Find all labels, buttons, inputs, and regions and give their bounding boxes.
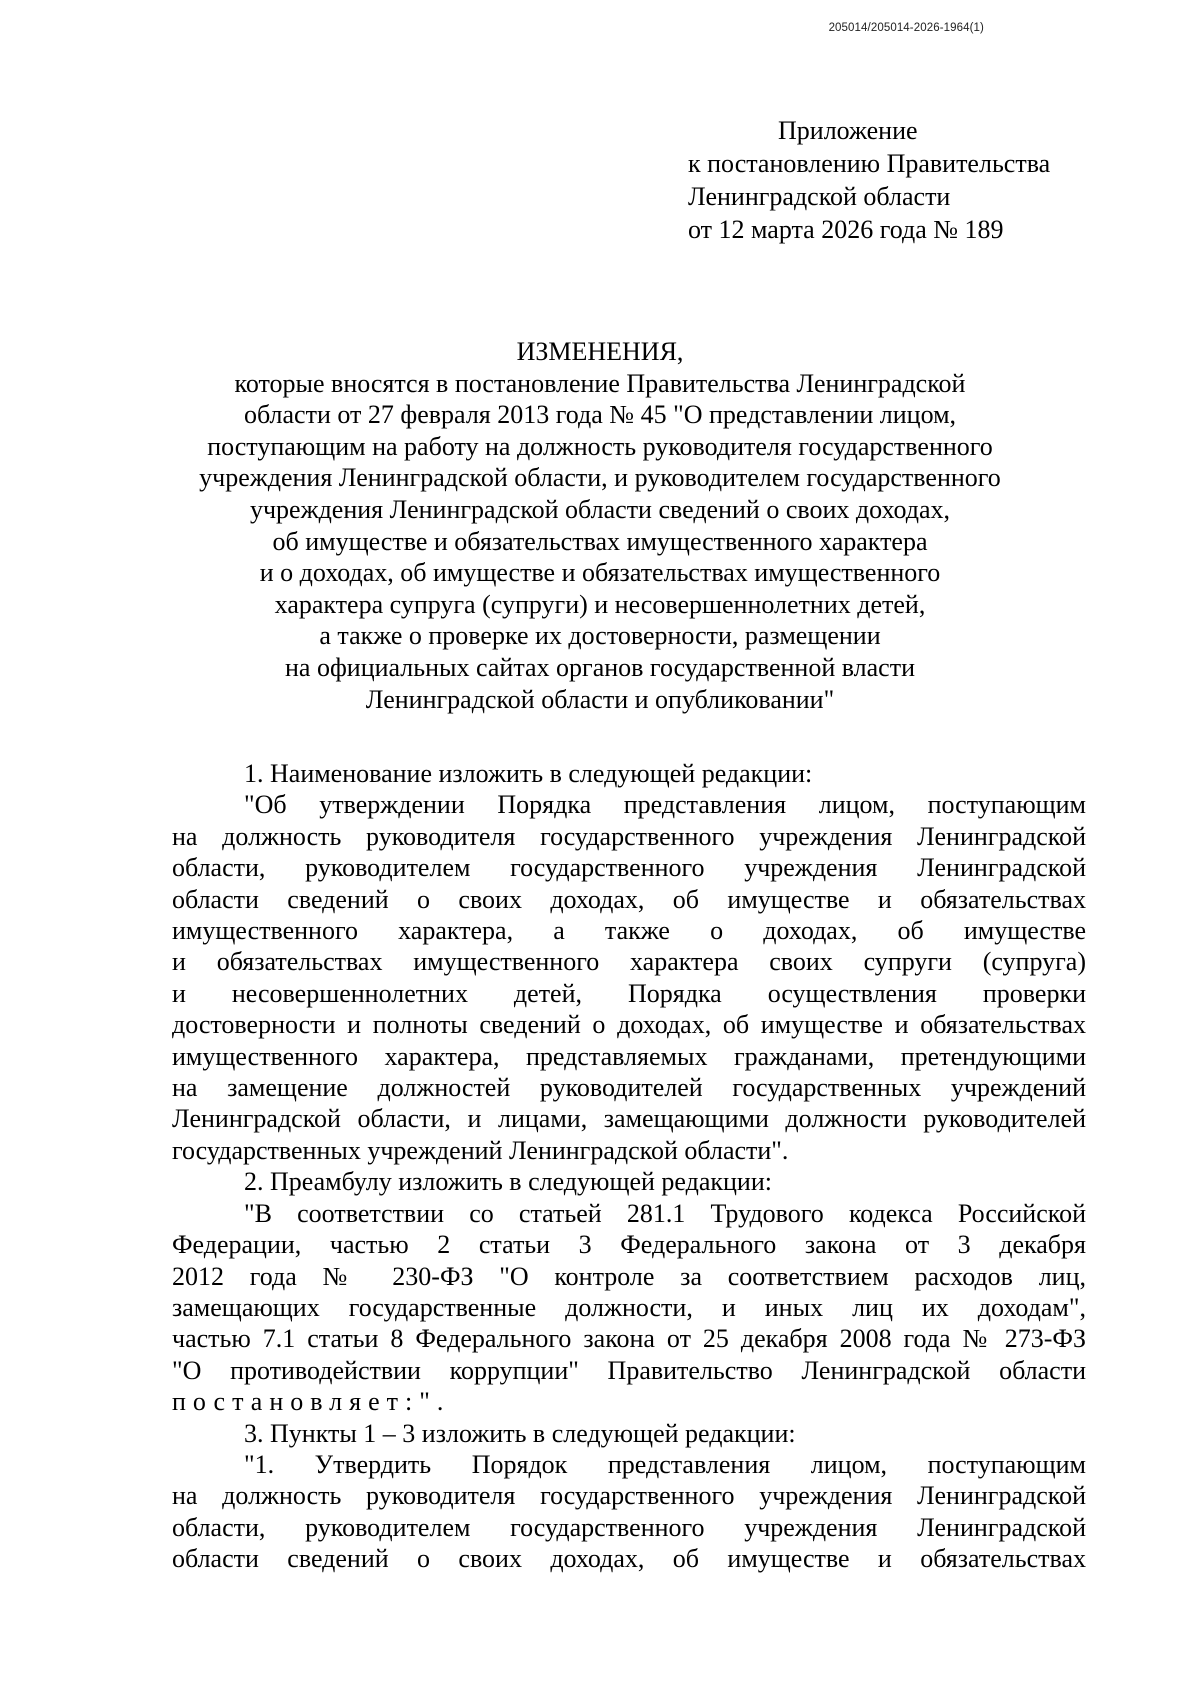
annex-block bbox=[688, 114, 1108, 246]
body-line: и несовершеннолетних детей, Порядка осуществления проверки bbox=[172, 978, 1086, 1008]
document-body bbox=[172, 758, 1086, 1575]
annex-line: Ленинградской области bbox=[688, 182, 951, 211]
heading-line: а также о проверке их достоверности, размещении bbox=[319, 621, 881, 651]
heading-line: об имуществе и обязательствах имущественного характера bbox=[272, 526, 928, 556]
body-line: области сведений о своих доходах, об имуществе и обязательствах bbox=[172, 1544, 1086, 1574]
body-line: 1. Наименование изложить в следующей редакции: bbox=[244, 759, 813, 788]
document-id: 205014/205014-2026-1964(1) bbox=[828, 22, 984, 34]
body-line: постановляет:". bbox=[172, 1387, 451, 1417]
annex-line: Приложение bbox=[778, 116, 918, 145]
body-line: 3. Пункты 1 – 3 изложить в следующей редакции: bbox=[244, 1418, 796, 1448]
body-line: на должность руководителя государственного учреждения Ленинградской bbox=[172, 821, 1086, 851]
document-heading bbox=[120, 336, 1080, 715]
body-line: имущественного характера, а также о доходах, об имуществе bbox=[172, 916, 1086, 946]
body-line: "В соответствии со статьей 281.1 Трудового кодекса Российской bbox=[244, 1198, 1086, 1228]
body-line: имущественного характера, представляемых гражданами, претендующими bbox=[172, 1041, 1086, 1071]
heading-line: характера супруга (супруги) и несовершеннолетних детей, bbox=[274, 589, 926, 619]
body-line: 2012 года № 230-ФЗ "О контроле за соответствием расходов лиц, bbox=[172, 1261, 1086, 1291]
body-line: "Об утверждении Порядка представления лицом, поступающим bbox=[244, 790, 1086, 820]
heading-line: Ленинградской области и опубликовании" bbox=[365, 684, 835, 714]
body-line: Федерации, частью 2 статьи 3 Федерального закона от 3 декабря bbox=[172, 1230, 1086, 1260]
body-line: области сведений о своих доходах, об имуществе и обязательствах bbox=[172, 884, 1086, 914]
heading-line: и о доходах, об имуществе и обязательствах имущественного bbox=[259, 558, 941, 588]
heading-line: поступающим на работу на должность руководителя государственного bbox=[207, 431, 993, 461]
annex-line: от 12 марта 2026 года № 189 bbox=[688, 215, 1004, 244]
body-line: на замещение должностей руководителей государственных учреждений bbox=[172, 1073, 1086, 1103]
body-line: "1. Утвердить Порядок представления лицом, поступающим bbox=[244, 1449, 1086, 1479]
body-line: 2. Преамбулу изложить в следующей редакции: bbox=[244, 1167, 772, 1197]
heading-line: учреждения Ленинградской области, и руководителем государственного bbox=[199, 463, 1001, 493]
body-line: "О противодействии коррупции" Правительство Ленинградской области bbox=[172, 1355, 1086, 1385]
body-line: на должность руководителя государственного учреждения Ленинградской bbox=[172, 1481, 1086, 1511]
heading-line: учреждения Ленинградской области сведений о своих доходах, bbox=[249, 494, 951, 524]
body-line: области, руководителем государственного учреждения Ленинградской bbox=[172, 853, 1086, 883]
body-line: частью 7.1 статьи 8 Федерального закона от 25 декабря 2008 года № 273-ФЗ bbox=[172, 1324, 1086, 1354]
body-line: Ленинградской области, и лицами, замещающими должности руководителей bbox=[172, 1104, 1086, 1134]
heading-line: которые вносятся в постановление Правительства Ленинградской bbox=[234, 368, 966, 398]
body-line: области, руководителем государственного учреждения Ленинградской bbox=[172, 1512, 1086, 1542]
heading-line: области от 27 февраля 2013 года № 45 "О представлении лицом, bbox=[243, 400, 957, 430]
body-line: и обязательствах имущественного характера своих супруги (супруга) bbox=[172, 947, 1086, 977]
heading-title: ИЗМЕНЕНИЯ, bbox=[516, 337, 684, 366]
heading-line: на официальных сайтах органов государственной власти bbox=[284, 652, 916, 682]
annex-line: к постановлению Правительства bbox=[688, 149, 1051, 178]
body-line: государственных учреждений Ленинградской области". bbox=[172, 1135, 789, 1165]
body-line: замещающих государственные должности, и иных лиц их доходам", bbox=[172, 1292, 1086, 1322]
body-line: достоверности и полноты сведений о доходах, об имуществе и обязательствах bbox=[172, 1010, 1086, 1040]
